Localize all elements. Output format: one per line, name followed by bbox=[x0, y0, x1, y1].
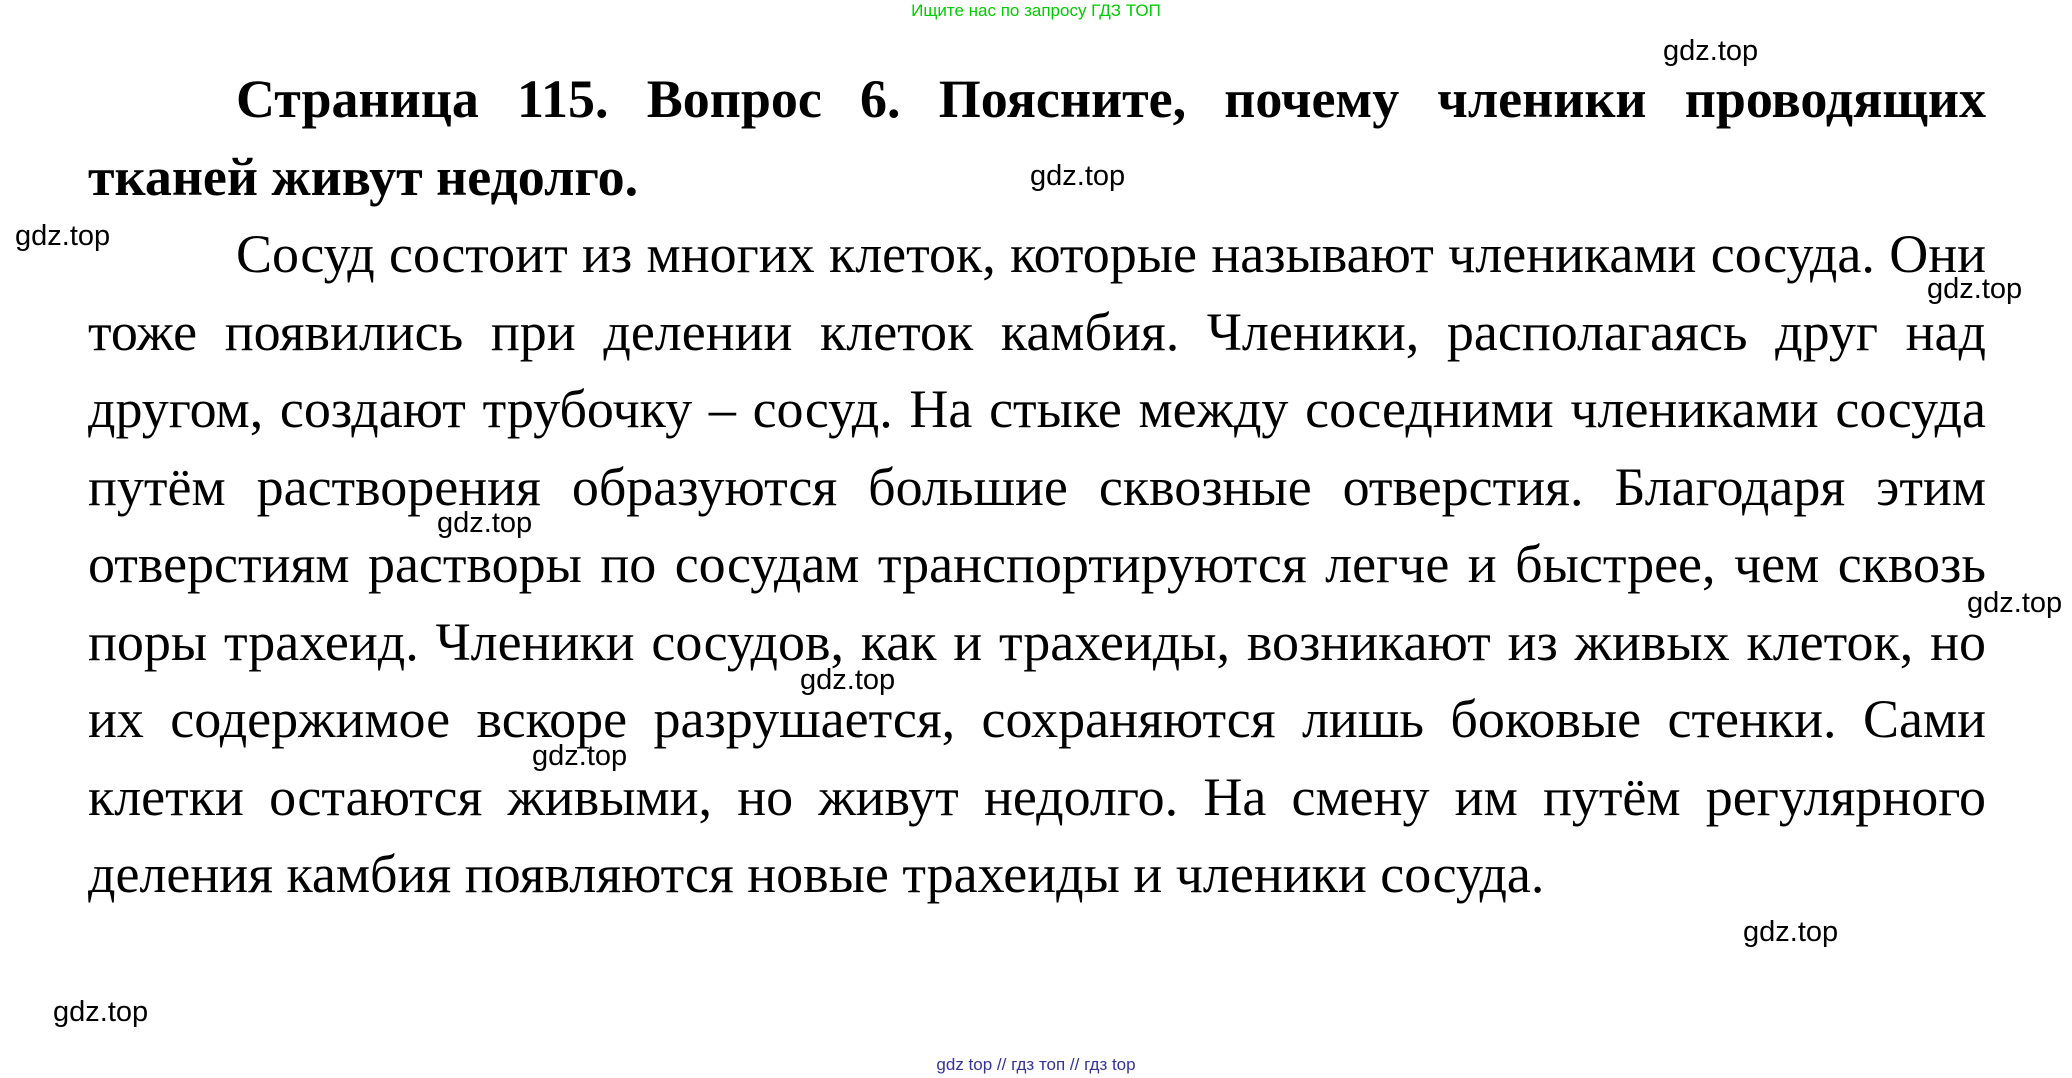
watermark: gdz.top bbox=[53, 996, 149, 1028]
top-banner: Ищите нас по запросу ГДЗ ТОП bbox=[911, 1, 1161, 20]
watermark: gdz.top bbox=[15, 220, 111, 252]
answer-paragraph: Сосуд состоит из многих клеток, которые называют члениками сосуда. Они тоже появились при делении клеток камбия. Членики, располагаясь друг над другом, создают трубочку – сосуд. На стыке между соседними члениками сосуда путём растворения образуются большие сквозные отверстия. Благодаря этим отверстиям растворы по сосудам транспортируются легче и быстрее, чем сквозь поры трахеид. Членики сосудов, как и трахеиды, возникают из живых клеток, но их содержимое вскоре разрушается, сохраняются лишь боковые стенки. Сами клетки остаются живыми, но живут недолго. На смену им путём регулярного деления камбия появляются новые трахеиды и членики сосуда. bbox=[88, 224, 1986, 904]
bottom-banner: gdz top // гдз топ // гдз top bbox=[936, 1055, 1136, 1074]
question-heading: Страница 115. Вопрос 6. Поясните, почему членики проводящих тканей живут недолго. bbox=[88, 69, 1986, 207]
watermark: gdz.top bbox=[1663, 35, 1759, 67]
watermark: gdz.top bbox=[800, 664, 896, 696]
watermark: gdz.top bbox=[1743, 916, 1839, 948]
watermark: gdz.top bbox=[532, 740, 628, 772]
watermark: gdz.top bbox=[1967, 587, 2063, 619]
watermark: gdz.top bbox=[437, 507, 533, 539]
watermark: gdz.top bbox=[1927, 273, 2023, 305]
watermark: gdz.top bbox=[1030, 160, 1126, 192]
